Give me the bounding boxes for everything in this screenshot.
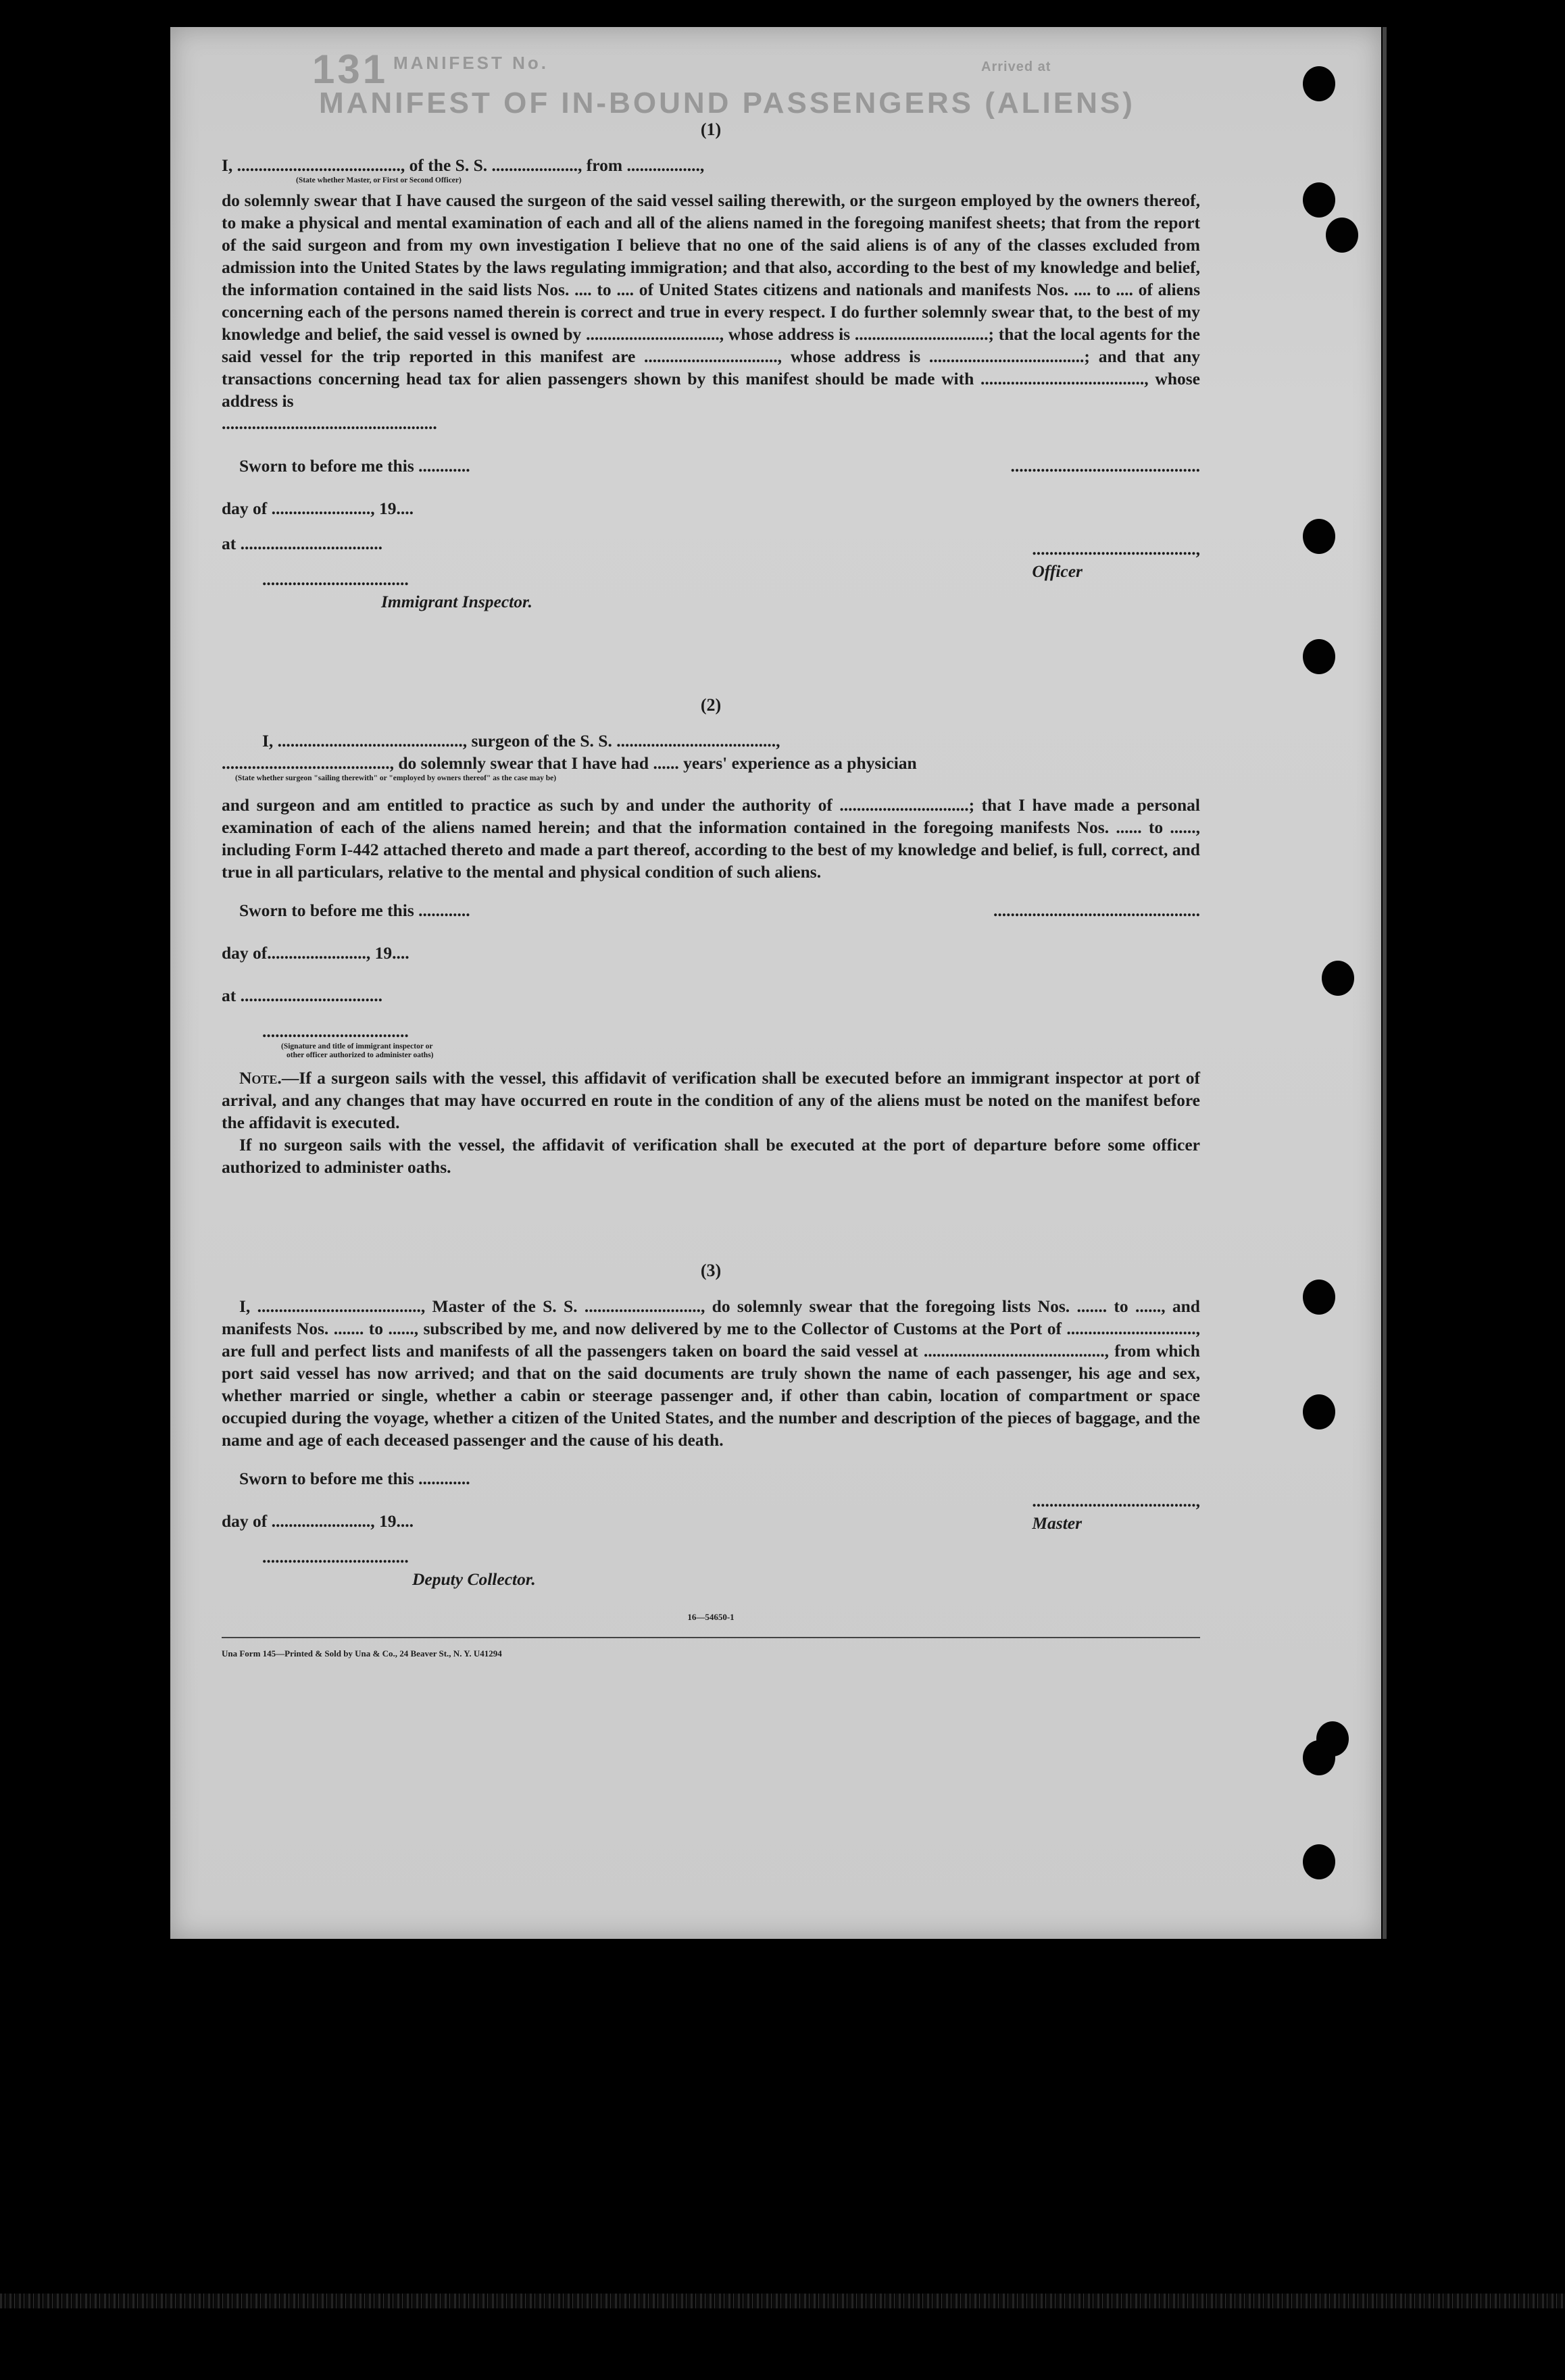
section2-body: and surgeon and am entitled to practice as such by and under the authority of ..............................; that I have made a personal examination of each of the aliens named herein; and that the information contained in the foregoing manifests Nos. ...... to ......, including Form I-442 attached thereto and made a part thereof, according to the best of my knowledge and belief, is full, correct, and true in all particulars, relative to the mental and physical condition of such aliens.: [222, 795, 1200, 882]
section2-experience-line: ......................................., do solemnly swear that I have had ...... years' experience as a physician: [222, 753, 917, 773]
section1-body: do solemnly swear that I have caused the surgeon of the said vessel sailing therewith, or the surgeon employed by the owners thereof, to make a physical and mental examination of each and all of the aliens named in the foregoing manifest sheets; that from the report of the said surgeon and from my own investigation I believe that no one of the said aliens is of any of the classes excluded from admission into the United States by the laws regulating immigration; and that also, according to the best of my knowledge and belief, the information contained in the said lists Nos. .... to .... of United States citizens and nationals and manifests Nos. .... to .... of aliens concerning each of the persons named therein is correct and true in every respect. I do further solemnly swear that, to the best of my knowledge and belief, the said vessel is owned by ..............................., whose address is ...............................; that the local agents for the said vessel for the trip reported in this manifest are ..............................., whose address is ....................................; and that any transactions concerning head tax for alien passengers shown by this manifest should be made with ......................................, whose address is: [222, 191, 1200, 411]
note-paragraph-2: If no surgeon sails with the vessel, the affidavit of verification shall be executed at the port of departure before some officer authorized to administer oaths.: [222, 1135, 1200, 1177]
punch-hole: [1303, 1280, 1335, 1315]
section1-inspector-line: ..................................: [262, 569, 409, 589]
punch-hole: [1303, 639, 1335, 674]
note-paragraph-1: —If a surgeon sails with the vessel, this affidavit of verification shall be executed before an immigrant inspector at port of arrival, and any changes that may have occurred en route in the condition of any of the aliens must be noted on the manifest before the affidavit is executed.: [222, 1068, 1200, 1132]
section1-officer-line: ......................................,: [1032, 539, 1200, 559]
section3-collector-line: ..................................: [262, 1547, 409, 1567]
punch-hole: [1303, 519, 1335, 554]
form-content: [222, 118, 1200, 1673]
section2-sworn-signature-line: ................................................: [993, 901, 1200, 920]
section1-day: day of ......................., 19....: [222, 499, 414, 518]
page-edge: [1383, 27, 1387, 1939]
section3-sworn: Sworn to before me this ............: [239, 1469, 470, 1488]
section1-heading: (1): [700, 120, 722, 139]
section1-inspector-label: Immigrant Inspector.: [381, 592, 532, 611]
section3-body: I, ......................................, Master of the S. S. ..........................., do solemnly swear that the foregoing lists Nos. ....... to ......, and manifests Nos. ....... to ......, subscribed by me, and now delivered by me to the Collector of Customs at the Port of .............................., are full and perfect lists and manifests of all the passengers taken on board the said vessel at .........................................., from which port said vessel has now arrived; and that on the said documents are truly shown the name of each passenger, his age and sex, whether married or single, whether a cabin or steerage passenger and, if other than cabin, location of compartment or space occupied during the voyage, whether a citizen of the United States, and the number and description of the pieces of baggage, and the name and age of each deceased passenger and the cause of his death.: [222, 1296, 1200, 1450]
film-edge-strip: [0, 2294, 1565, 2308]
punch-hole: [1303, 1740, 1335, 1775]
footer-rule: [222, 1637, 1200, 1638]
note-lead: Note.: [239, 1068, 282, 1088]
ghost-line3: Arrived at: [981, 59, 1051, 74]
section1-sworn: Sworn to before me this ............: [239, 456, 470, 476]
document-page: [170, 27, 1381, 1939]
section2-heading: (2): [700, 695, 722, 715]
ghost-line1: MANIFEST No.: [393, 53, 549, 73]
punch-hole: [1303, 1844, 1335, 1879]
bleed-through-text: [305, 32, 1184, 127]
section2-day: day of......................., 19....: [222, 943, 409, 963]
printer-imprint: Una Form 145—Printed & Sold by Una & Co., 24 Beaver St., N. Y. U41294: [222, 1648, 502, 1659]
section1-sworn-signature-line: ............................................: [1010, 456, 1200, 476]
section2-at: at .................................: [222, 986, 382, 1005]
section3-collector-label: Deputy Collector.: [412, 1569, 536, 1589]
section1-note: (State whether Master, or First or Second Officer): [296, 176, 462, 184]
section2-sig-note-2: other officer authorized to administer oaths): [287, 1051, 434, 1059]
punch-hole: [1303, 182, 1335, 218]
section2-note: (State whether surgeon "sailing therewith" or "employed by owners thereof" as the case may be): [235, 774, 557, 782]
section2-oath-line: I, ..........................................., surgeon of the S. S. .....................................,: [262, 731, 780, 751]
section2-sig-note-1: (Signature and title of immigrant inspector or: [281, 1042, 433, 1050]
section1-at: at .................................: [222, 534, 382, 553]
section3-heading: (3): [700, 1261, 722, 1280]
punch-hole: [1326, 218, 1358, 253]
section2-signature-line: ..................................: [262, 1021, 409, 1041]
ghost-number: 131: [312, 47, 389, 92]
section2-sworn: Sworn to before me this ............: [239, 901, 470, 920]
punch-hole: [1303, 1394, 1335, 1429]
section1-trailing-dots: ..................................................: [222, 413, 437, 433]
section3-master-label: Master: [1032, 1513, 1083, 1533]
punch-hole: [1322, 961, 1354, 996]
section3-day: day of ......................., 19....: [222, 1511, 414, 1531]
ghost-line2: MANIFEST OF IN-BOUND PASSENGERS (ALIENS): [319, 86, 1135, 120]
section1-officer-label: Officer: [1032, 561, 1083, 581]
punch-hole: [1303, 66, 1335, 101]
form-code: 16—54650-1: [687, 1612, 735, 1622]
section1-oath-line: I, ......................................, of the S. S. ...................., from .................,: [222, 155, 705, 175]
section3-master-line: ......................................,: [1032, 1491, 1200, 1511]
